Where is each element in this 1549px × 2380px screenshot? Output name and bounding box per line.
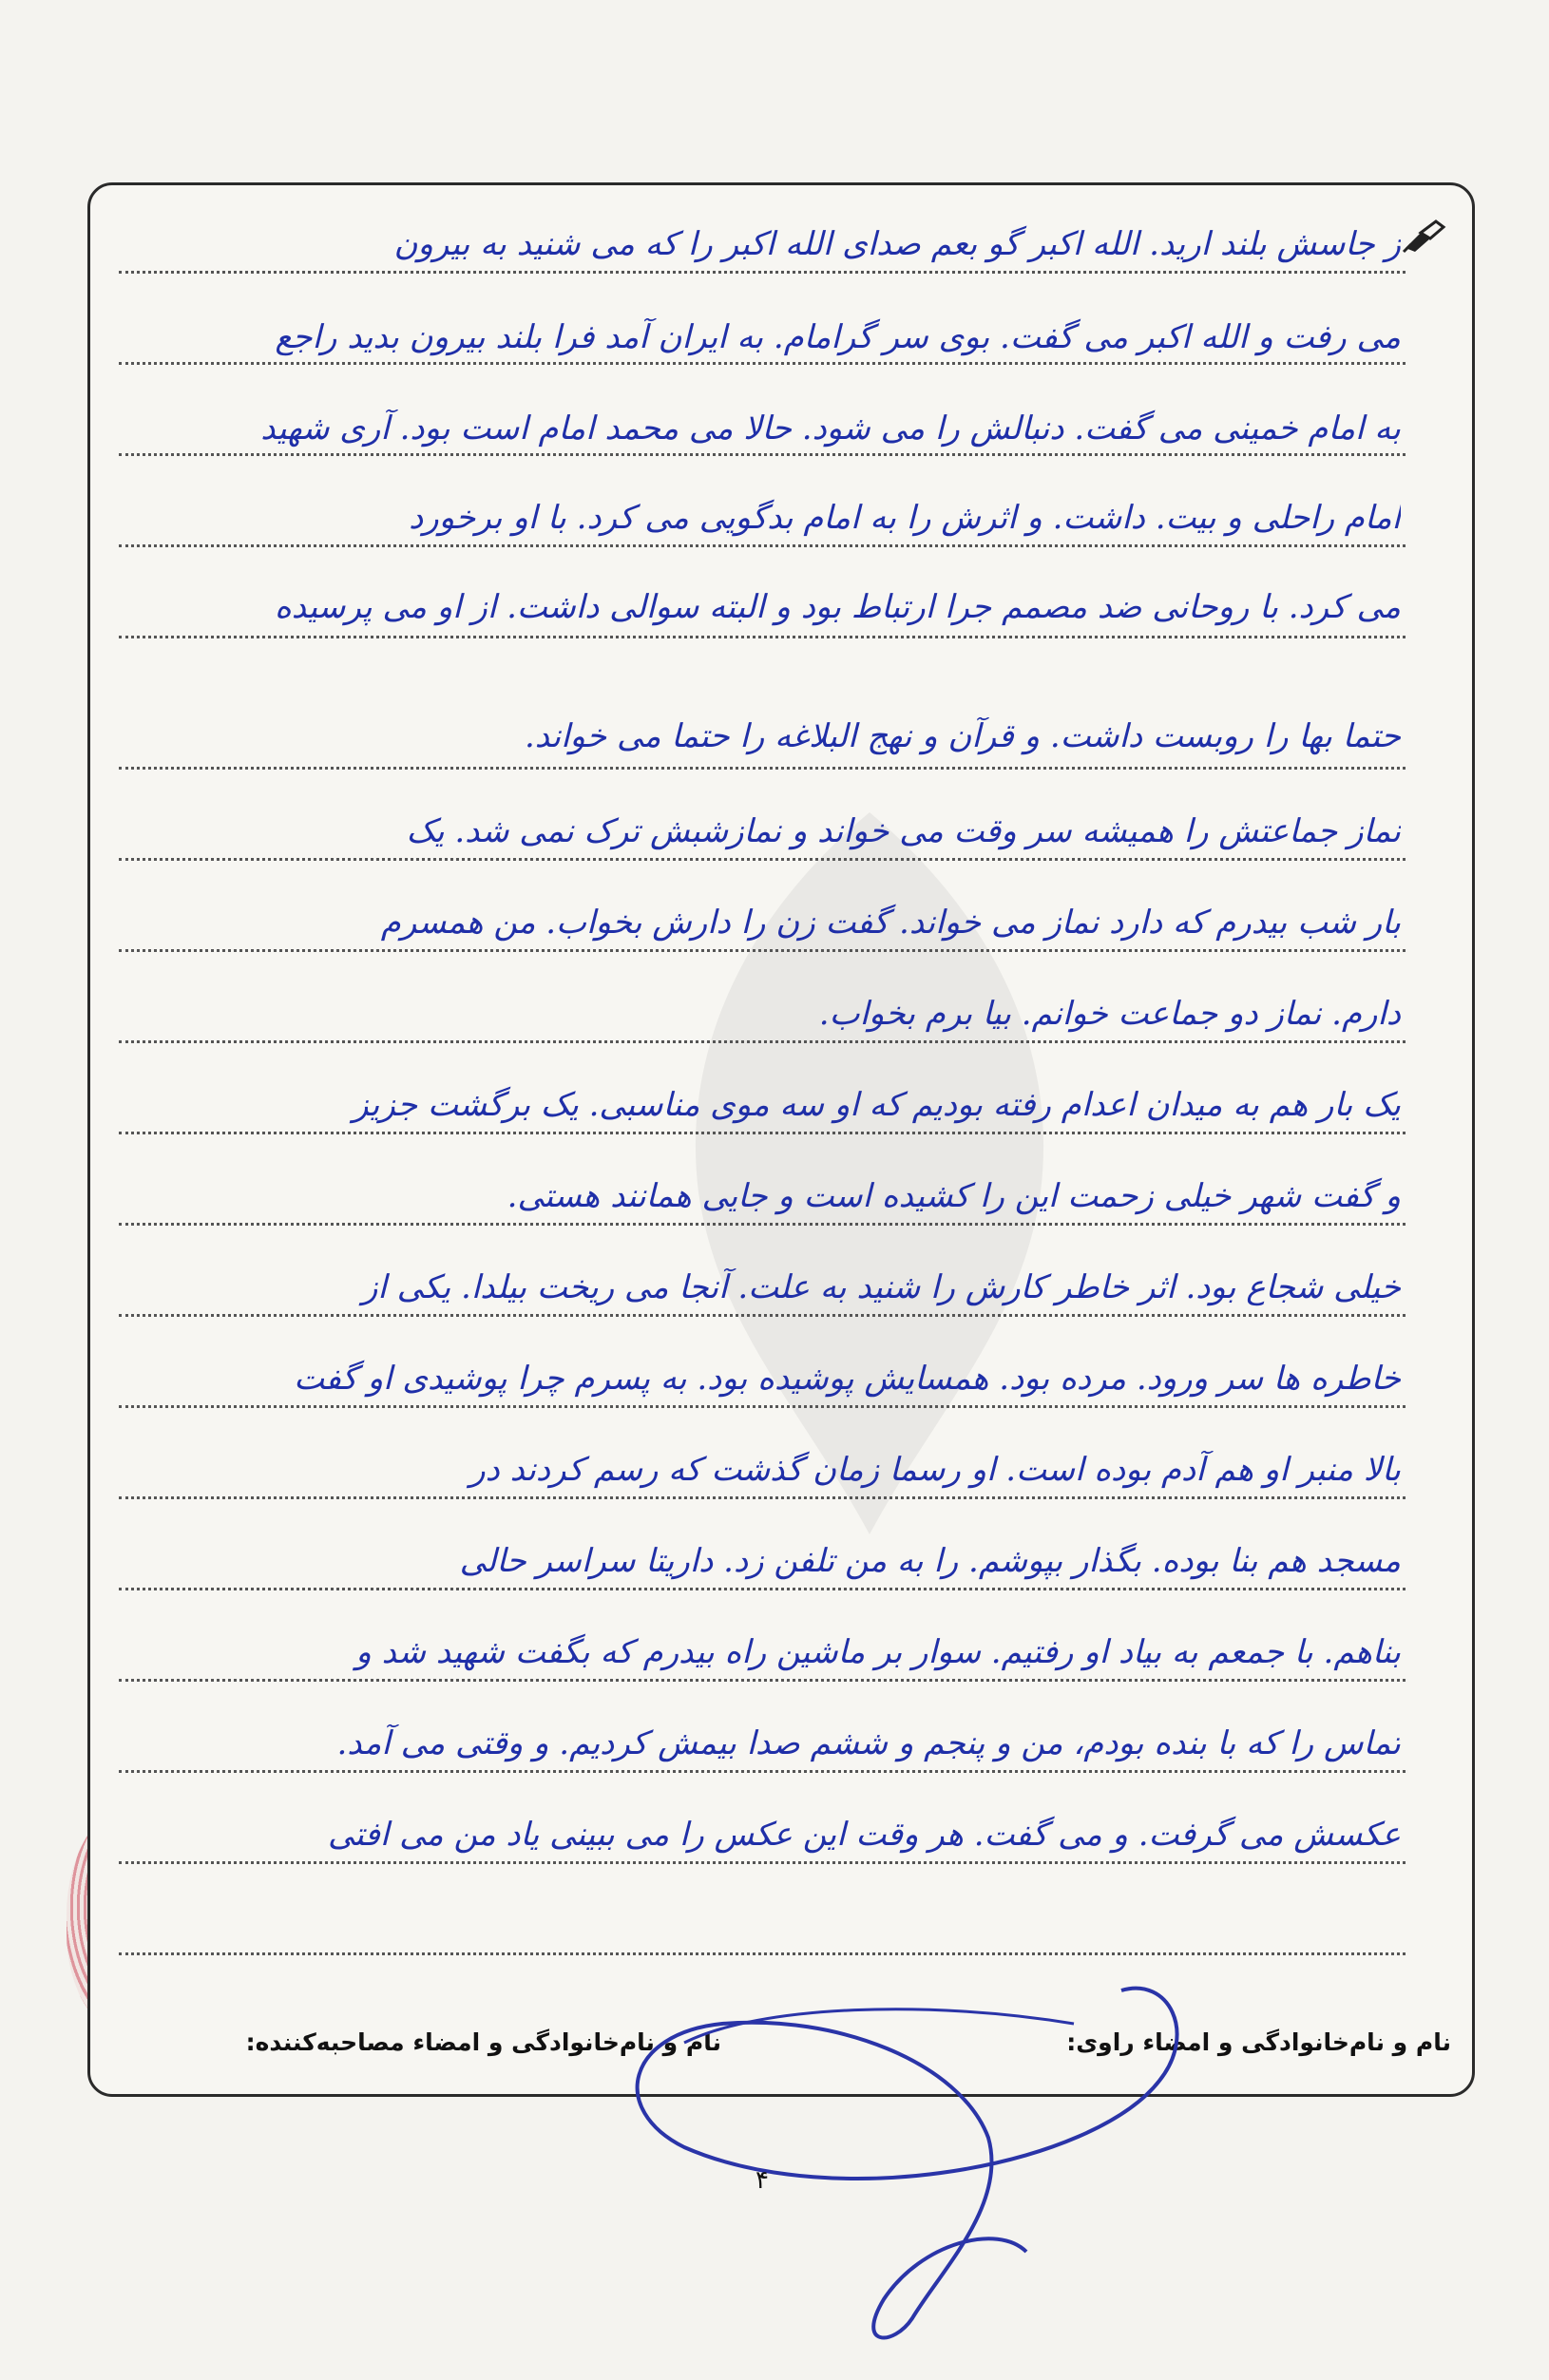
ruled-line [119,1679,1406,1682]
page-number: ۴ [755,2166,769,2195]
handwritten-line: خاطره ها سر ورود. مرده بود. همسایش پوشیده بود. به پسرم چرا پوشیدی او گفت [294,1360,1401,1398]
handwritten-line: دارم. نماز دو جماعت خوانم. بیا برم بخواب. [818,995,1401,1033]
ruled-line [119,1588,1406,1590]
ruled-line [119,636,1406,638]
handwritten-line: بار شب بیدرم که دارد نماز می خواند. گفت زن را دارش بخواب. من همسرم [380,904,1401,942]
ruled-line [119,767,1406,770]
handwritten-line: یک بار هم به میدان اعدام رفته بودیم که او سه موی مناسبی. یک برگشت جزیز [353,1086,1401,1124]
handwritten-line: و گفت شهر خیلی زحمت این را کشیده است و جایی همانند هستی. [507,1177,1401,1215]
interviewer-signature-label: نام و نام‌خانوادگی و امضاء مصاحبه‌کننده: [245,2028,721,2056]
handwritten-line: عکسش می گرفت. و می گفت. هر وقت این عکس را می ببینی یاد من می افتی [327,1816,1401,1854]
handwritten-line: تماس را که با بنده بودم، من و پنجم و ششم صدا بیمش کردیم. و وقتی می آمد. [336,1724,1401,1762]
ruled-line [119,1770,1406,1773]
handwritten-line: خیلی شجاع بود. اثر خاطر کارش را شنید به علت. آنجا می ریخت بیلدا. یکی از [361,1268,1401,1306]
ruled-line [119,453,1406,456]
ruled-line [119,544,1406,547]
handwritten-line: به امام خمینی می گفت. دنبالش را می شود. حالا می محمد امام است بود. آری شهید [260,409,1401,447]
handwritten-line: بالا منبر او هم آدم بوده است. او رسما زمان گذشت که رسم کردند در [469,1451,1401,1489]
narrator-signature-label: نام و نام‌خانوادگی و امضاء راوی: [1066,2028,1451,2056]
ruled-line [119,271,1406,274]
page-frame [87,182,1475,2097]
ruled-line [119,362,1406,365]
handwritten-line: مسجد هم بنا بوده. بگذار بپوشم. را به من تلفن زد. داریتا سراسر حالی [459,1542,1401,1580]
handwritten-line: امام راحلی و بیت. داشت. و اثرش را به امام بدگویی می کرد. با او برخورد [409,499,1401,537]
ruled-line [119,1952,1406,1955]
handwritten-line: می کرد. با روحانی ضد مصمم جرا ارتباط بود و البته سوالی داشت. از او می پرسیده [274,588,1401,626]
pen-writing-icon [1402,219,1447,254]
handwritten-line: بناهم. با جمعم به بیاد او رفتیم. سوار بر ماشین راه بیدرم که بگفت شهید شد و [355,1633,1401,1671]
handwritten-line: حتما بها را روبست داشت. و قرآن و نهج البلاغه را حتما می خواند. [524,717,1401,755]
ruled-line [119,1861,1406,1864]
handwritten-line: نماز جماعتش را همیشه سر وقت می خواند و نمازشبش ترک نمی شد. یک [406,812,1401,850]
handwritten-line: ز جاسش بلند ارید. الله اکبر گو بعم صدای الله اکبر را که می شنید به بیرون [393,225,1401,263]
handwritten-line: می رفت و الله اکبر می گفت. بوی سر گرامام. به ایران آمد فرا بلند بیرون بدید راجع [275,318,1401,356]
